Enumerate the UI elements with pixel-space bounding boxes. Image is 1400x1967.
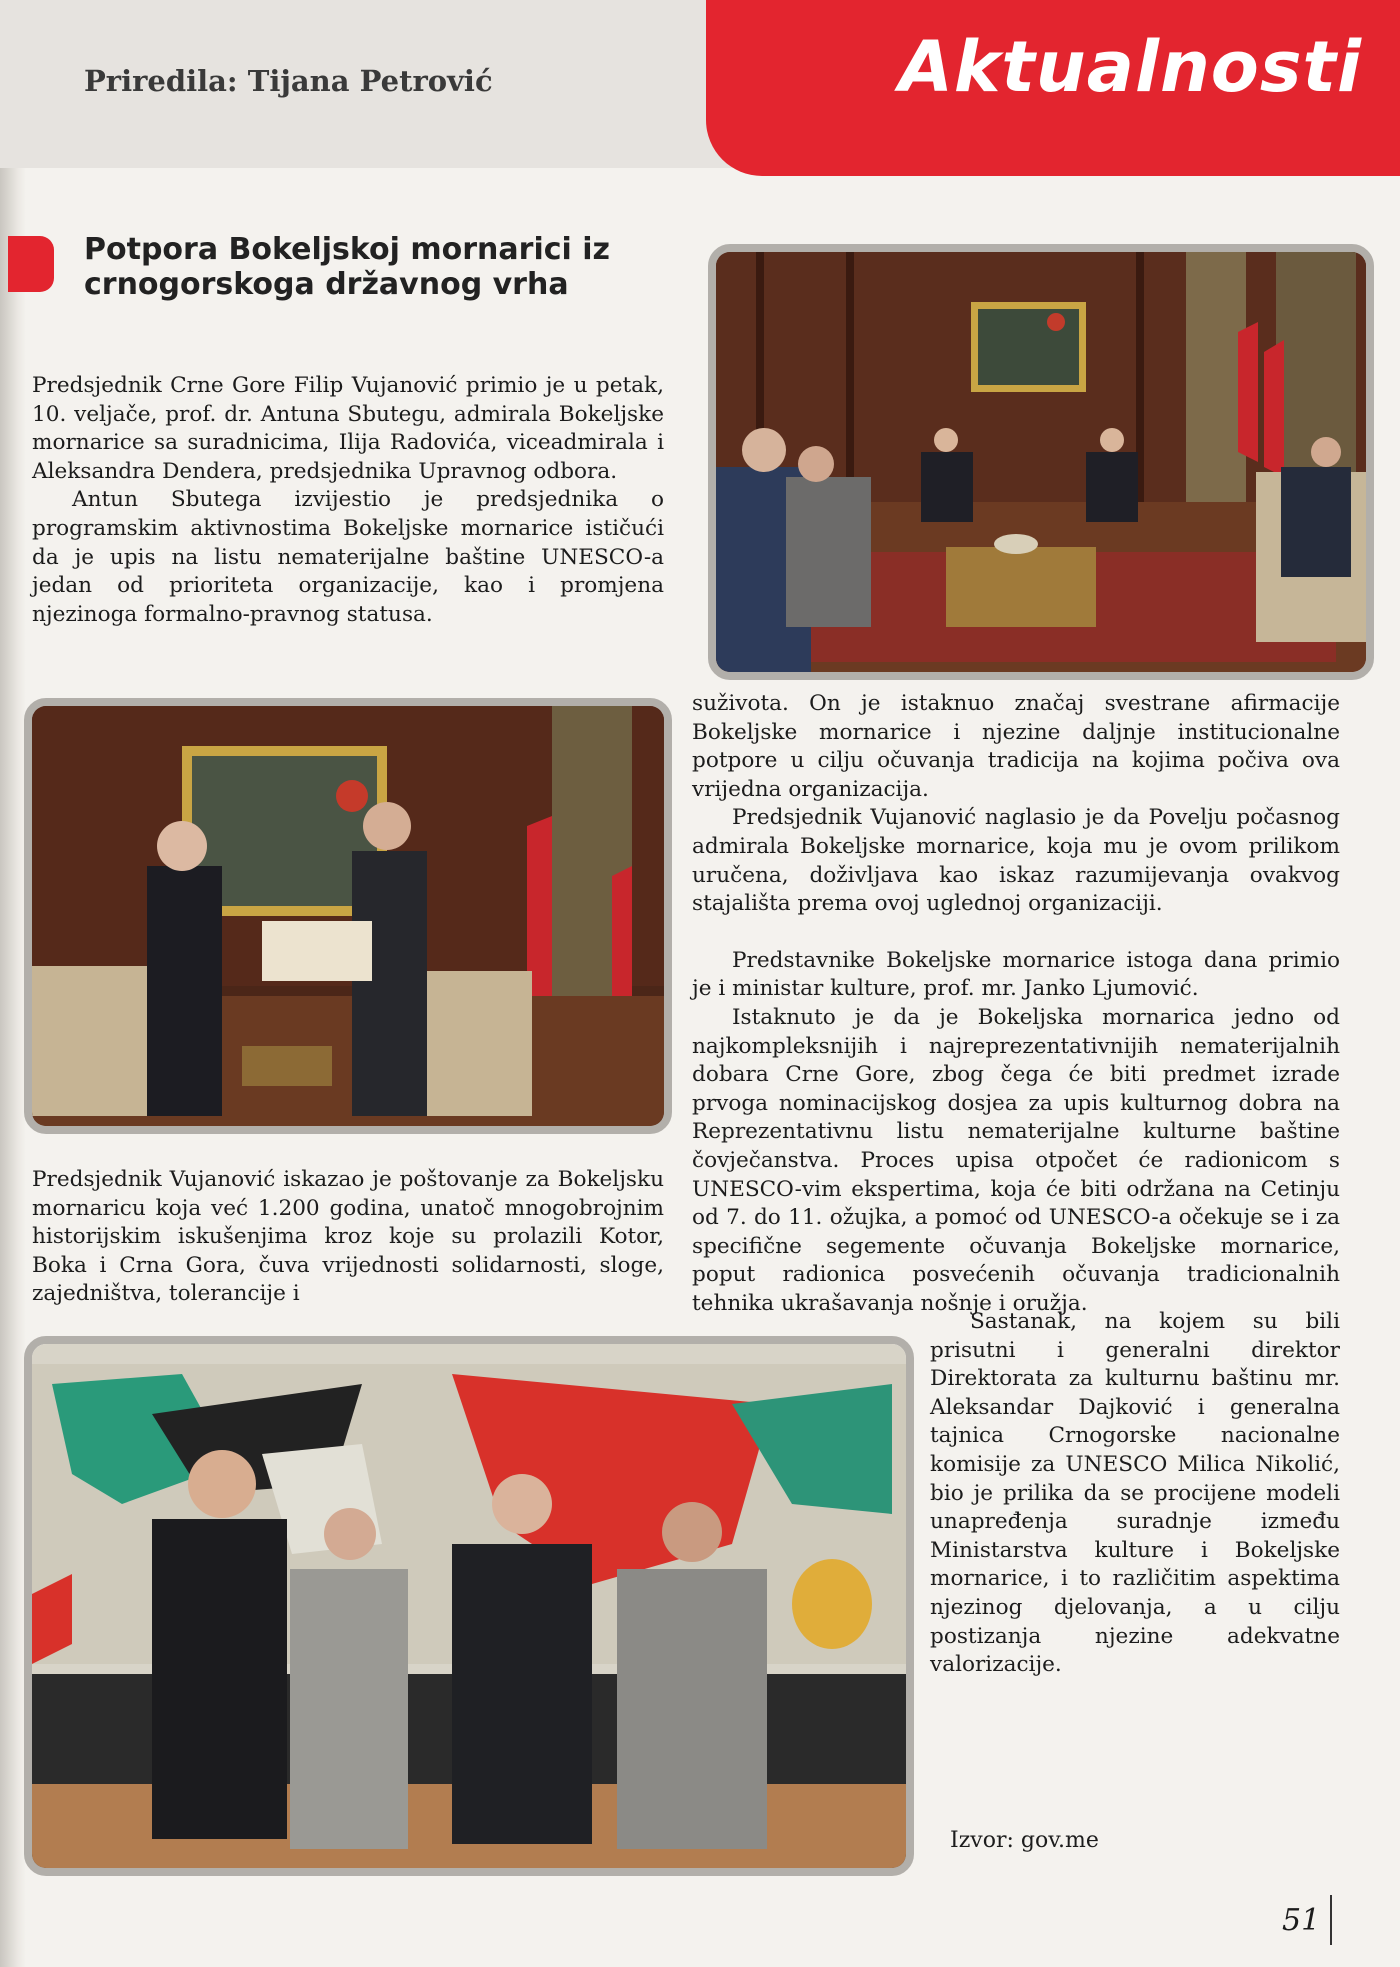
photo-group-mural <box>24 1336 914 1876</box>
page-spine-shadow <box>0 0 26 1967</box>
section-tab <box>706 0 1400 176</box>
author-credit: Priredila: Tijana Petrović <box>84 64 493 98</box>
photo-meeting-room <box>708 244 1374 680</box>
paragraph: Predsjednik Vujanović iskazao je poštovanje za Bokeljsku mornaricu koja već 1.200 godina, unatoč mnogobrojnim historijskim iskušenjima kroz koje su prolazili Kotor, Boka i Crna Gora, čuva vrijednosti solidarnosti, sloge, zajedništva, tolerancije i <box>32 1167 664 1307</box>
section-title: Aktualnosti <box>898 26 1362 108</box>
source-credit: Izvor: gov.me <box>950 1828 1099 1853</box>
paragraph: Antun Sbutega izvijestio je predsjednika o programskim aktivnostima Bokeljske mornarice ističući da je upis na listu nematerijalne baštine UNESCO-a jedan od prioriteta organizacije, kao i promjena njezinoga formalno-pravnog statusa. <box>32 487 664 627</box>
column-3 <box>692 690 1340 1318</box>
column-2 <box>32 1166 664 1309</box>
paragraph: Istaknuto je da je Bokeljska mornarica jedno od najkompleksnijih i najreprezentativnijih nematerijalnih dobara Crne Gore, zbog čega će biti predmet izrade prvoga nominacijskog dosjea za upis kulturnog dobra na Reprezentativnu listu nematerijalne kulturne baštine čovječanstva. Proces upisa otpočet će radionicom s UNESCO-vim ekspertima, koja će biti održana na Cetinju od 7. do 11. ožujka, a pomoć od UNESCO-a očekuje se i za specifične segemente očuvanja Bokeljske mornarice, poput radionica posvećenih očuvanja tradicionalnih tehnika ukrašavanja nošnje i oružja. <box>692 1004 1340 1316</box>
paragraph: Sastanak, na kojem su bili prisutni i generalni direktor Direktorata za kulturnu baštinu mr. Aleksandar Dajković i generalna tajnica Crnogorske nacionalne komisije za UNESCO Milica Nikolić, bio je prilika da se procijene modeli unapređenja suradnje između Ministarstva kulture i Bokeljske mornarice, i to različitim aspektima njezinog djelovanja, a u cilju postizanja njezine adekvatne valorizacije. <box>930 1309 1340 1678</box>
photo-charter-presentation <box>24 698 672 1134</box>
column-4 <box>930 1308 1340 1680</box>
paragraph: suživota. On je istaknuo značaj svestrane afirmacije Bokeljske mornarice i njezine daljnje institucionalne potpore u cilju očuvanja tradicija na kojima počiva ova vrijedna organizacija. <box>692 691 1340 802</box>
paragraph: Predstavnike Bokeljske mornarice istoga dana primio je i ministar kulture, prof. mr. Janko Ljumović. <box>692 947 1340 1002</box>
page-number: 51 <box>1282 1903 1321 1938</box>
page-number-rule <box>1330 1895 1332 1945</box>
paragraph: Predsjednik Crne Gore Filip Vujanović primio je u petak, 10. veljače, prof. dr. Antuna Sbutegu, admirala Bokeljske mornarice sa suradnicima, Ilija Radovića, viceadmirala i Aleksandra Dendera, predsjednika Upravnog odbora. <box>32 373 664 484</box>
column-1 <box>32 372 664 629</box>
paragraph: Predsjednik Vujanović naglasio je da Povelju počasnog admirala Bokeljske mornarice, koja mu je ovom prilikom uručena, doživljava kao iskaz razumijevanja ovakvog stajališta prema ovoj uglednoj organizaciji. <box>692 805 1340 917</box>
article-headline: Potpora Bokeljskoj mornarici iz crnogorskoga državnog vrha <box>84 232 610 302</box>
headline-marker <box>8 236 54 292</box>
